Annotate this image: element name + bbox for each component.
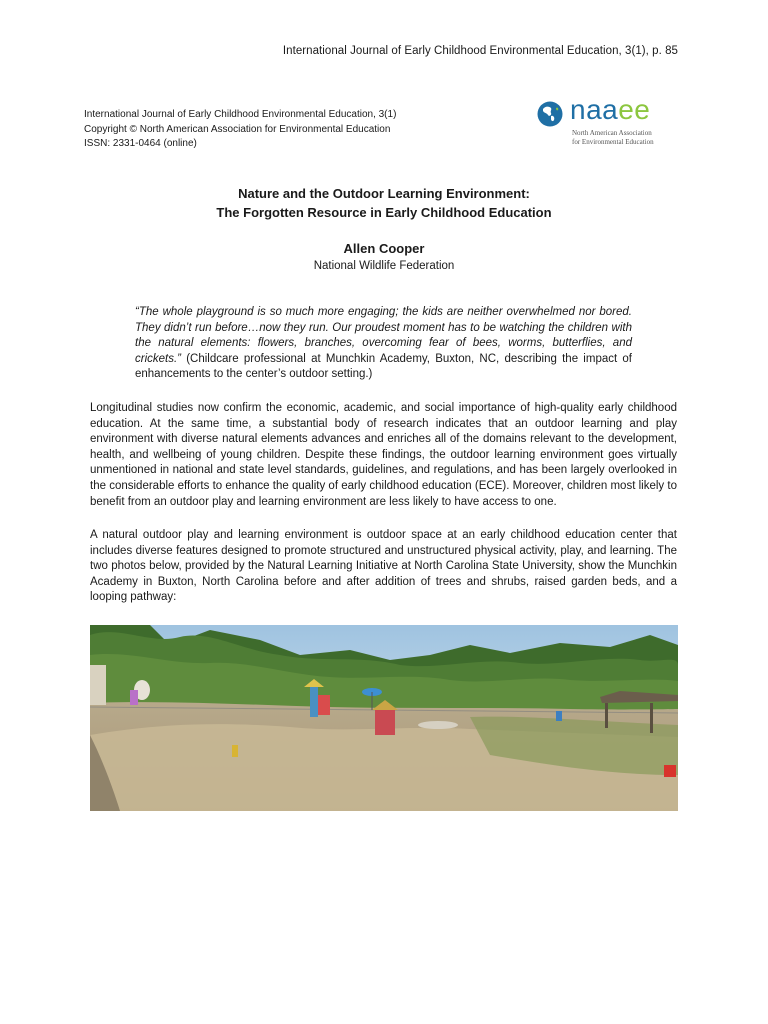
body-paragraph-1: Longitudinal studies now confirm the economic, academic, and social importance of high-quality early childhood education. At the same time, a substantial body of research indicates that an outdoor learning and play environment with diverse natural elements advances and enriches all of the domains relevant to the development, health, and wellbeing of young children. Despite these findings, the outdoor learning environment goes virtually unmentioned in national and state level standards, guidelines, and regulations, and has been largely overlooked in the considerable efforts to enhance the quality of early childhood education (ECE). Moreover, children most likely to benefit from an outdoor play and learning environment are less likely to have access to one. (90, 402, 677, 508)
article-title-line1: Nature and the Outdoor Learning Environment: (238, 186, 530, 201)
playground-photo (90, 625, 678, 811)
body-paragraph-2: A natural outdoor play and learning environment is outdoor space at an early childhood education center that includes diverse features designed to promote structured and unstructured physical activity, play, and learning. The two photos below, provided by the Natural Learning Initiative at North Carolina State University, show the Munchkin Academy in Buxton, North Carolina before and after addition of trees and shrubs, raised garden beds, and a looping pathway: (90, 529, 677, 604)
author-name: Allen Cooper (343, 241, 425, 256)
logo-subtitle-line2: for Environmental Education (572, 137, 654, 146)
globe-icon (536, 100, 564, 128)
running-header: International Journal of Early Childhood Environmental Education, 3(1), p. 85 (282, 45, 678, 57)
journal-citation: International Journal of Early Childhood Environmental Education, 3(1) (84, 109, 397, 120)
epigraph (135, 305, 632, 383)
naaee-logo (536, 96, 676, 148)
article-title (0, 184, 768, 222)
logo-word-accent: ee (618, 94, 651, 125)
journal-metadata (84, 108, 396, 152)
article-title-line2: The Forgotten Resource in Early Childhood Education (216, 205, 552, 220)
logo-word-main: naa (570, 94, 619, 125)
epigraph-attribution: (Childcare professional at Munchkin Academy, Buxton, NC, describing the impact of enhancements to the center’s outdoor setting.) (135, 352, 632, 381)
copyright-line: Copyright © North American Association for Environmental Education (84, 123, 391, 135)
logo-subtitle-line1: North American Association (572, 129, 652, 137)
epigraph-quote: “The whole playground is so much more engaging; the kids are neither overwhelmed nor bored. They didn’t run before…now they run. Our proudest moment has to be watching the children with the natural elements: flowers, branches, overcoming fear of bees, worms, butterflies, and crickets.” (135, 306, 632, 365)
author-affiliation: National Wildlife Federation (313, 260, 455, 272)
issn-line: ISSN: 2331-0464 (online) (84, 138, 197, 149)
logo-subtitle (572, 129, 654, 146)
logo-wordmark (570, 94, 650, 126)
